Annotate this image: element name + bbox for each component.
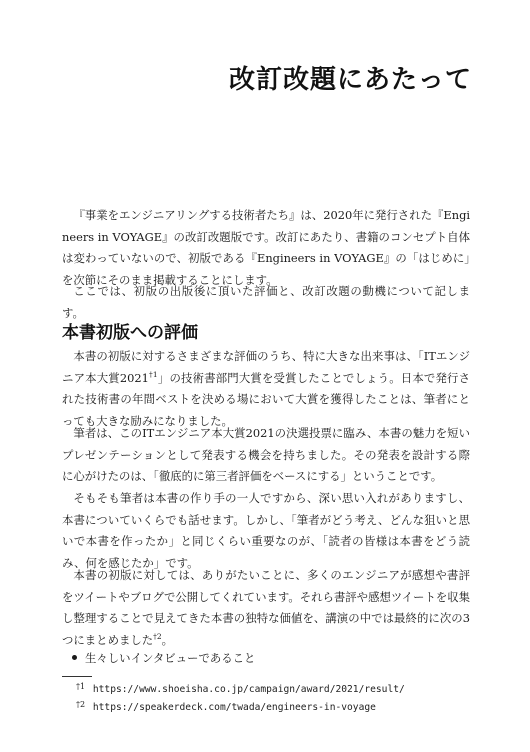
footnotes <box>76 680 405 715</box>
intro-paragraph-1: 『事業をエンジニアリングする技術者たち』は、2020年に発行された『Engineers in VOYAGE』の改訂改題版です。改訂にあたり、書籍のコンセプト自体は変わっていないので、初版である『Engineers in VOYAGE』の「はじめに」を次節にそのまま掲載することにします。 <box>62 208 470 288</box>
section-paragraph-2: 筆者は、このITエンジニア本大賞2021の決選投票に臨み、本書の魅力を短いプレゼンテーションとして発表する機会を持ちました。その発表を設計する際に心がけたのは、「徹底的に第三者評価をベースにする」ということです。 <box>62 426 470 484</box>
footnote-link[interactable]: https://speakerdeck.com/twada/engineers-in-voyage <box>92 701 376 713</box>
paragraph-text: 。 <box>161 633 174 648</box>
footnote-mark: †1 <box>76 682 86 691</box>
section-paragraph-1 <box>62 346 470 433</box>
bullet-list <box>72 650 255 666</box>
paragraph-text: 」の技術書部門大賞を受賞したことでしょう。日本で発行された技術書の年間ベストを決める場において大賞を獲得したことは、筆者にとっても大きな励みになりました。 <box>62 370 470 429</box>
bullet-icon <box>72 655 77 660</box>
intro-paragraph-2: ここでは、初版の出版後に頂いた評価と、改訂改題の動機について記します。 <box>62 284 470 320</box>
paragraph-text: 本書の初版に対するさまざまな評価のうち、特に大きな出来事は、「ITエンジニア本大賞2021 <box>62 349 470 385</box>
chapter-title: 改訂改題にあたって <box>228 65 472 95</box>
footnote-ref-2[interactable]: †2 <box>153 632 162 642</box>
footnote-1 <box>76 680 405 698</box>
section-paragraph-3: そもそも筆者は本書の作り手の一人ですから、深い思い入れがありますし、本書についていくらでも話せます。しかし、「筆者がどう考え、どんな狙いと思いで本書を作ったか」と同じくらい重要なのが、「読者の皆様は本書をどう読み、何を感じたか」です。 <box>62 491 470 571</box>
section-paragraph-4 <box>62 565 470 652</box>
footnote-mark: †2 <box>76 699 86 709</box>
footnote-link[interactable]: https://www.shoeisha.co.jp/campaign/award/2021/result/ <box>92 684 405 695</box>
paragraph-text: 本書の初版に対しては、ありがたいことに、多くのエンジニアが感想や書評をツイートやブログで公開してくれています。それら書評や感想ツイートを収集し整理することで見えてきた本書の独特な価値を、講演の中では最終的に次の3つにまとめました <box>62 568 471 648</box>
list-item <box>72 650 255 666</box>
footnote-divider <box>62 676 92 677</box>
section-heading: 本書初版への評価 <box>62 323 198 343</box>
footnote-2 <box>76 698 405 716</box>
footnote-ref-1[interactable]: †1 <box>148 369 158 379</box>
list-item-text: 生々しいインタビューであること <box>85 651 256 665</box>
